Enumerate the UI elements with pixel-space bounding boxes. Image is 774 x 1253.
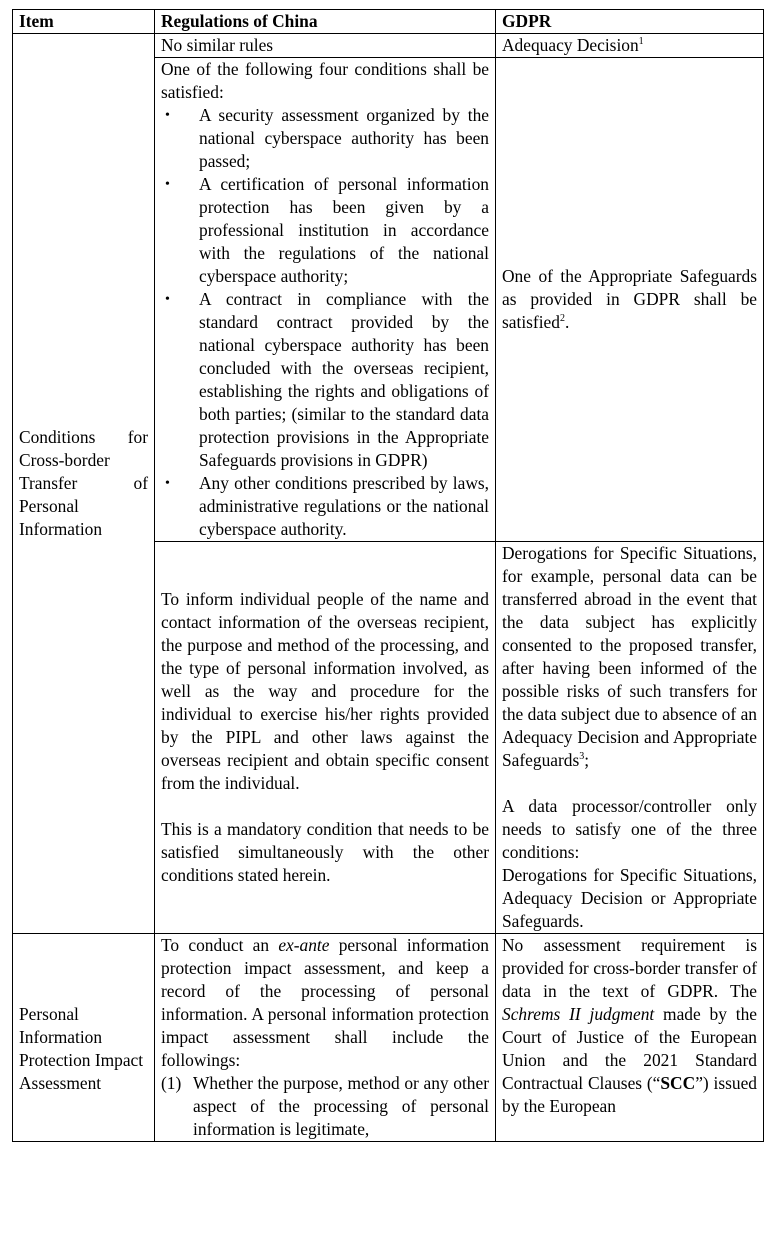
- header-item: Item: [13, 10, 155, 34]
- china-consent-text: To inform individual people of the name and contact information of the overseas recipient, the purpose and method of the processing, and the type of personal information involved, as well as the way and procedure for the individual to exercise his/her rights provided by the PIPL and other laws against the overseas recipient and obtain specific consent from the individual.: [161, 589, 489, 793]
- list-item: • A security assessment organized by the national cyberspace authority has been passed;: [199, 104, 489, 173]
- header-china: Regulations of China: [155, 10, 496, 34]
- gdpr-adequacy: Adequacy Decision$^1$: [496, 34, 764, 58]
- gdpr-pipia: No assessment requirement is provided for cross-border transfer of data in the text of GDPR. The Schrems II judgment made by the Court of Justice of the European Union and the 2021 Standard Contractual Clauses (“SCC”) issued by the European: [496, 934, 764, 1142]
- gdpr-derogations-text: Derogations for Specific Situations, for example, personal data can be transferred abroad in the event that the data subject has explicitly consented to the proposed transfer, after having been informed of the possible risks of such transfers for the data subject due to absence of an Adequacy Decision and Appropriate Safeguards$^3$;: [502, 543, 757, 770]
- list-item: • A certification of personal information protection has been given by a professional institution in accordance with the regulations of the national cyberspace authority;: [199, 173, 489, 288]
- china-safeguards-intro: One of the following four conditions shall be satisfied:: [161, 59, 489, 102]
- footnote-ref-1: 1: [638, 36, 644, 47]
- row-pipia: [13, 934, 764, 1142]
- item-pipia: Personal Information Protection Impact Assessment: [13, 934, 155, 1142]
- item-conditions: Conditions for Cross-border Transfer of Personal Information: [13, 34, 155, 934]
- row-adequacy: [13, 34, 764, 58]
- comparison-table: [12, 9, 764, 1142]
- china-consent: [155, 542, 496, 934]
- gdpr-derogations: [496, 542, 764, 934]
- china-mandatory-note: This is a mandatory condition that needs to be satisfied simultaneously with the other conditions stated herein.: [161, 819, 489, 885]
- header-row: [13, 10, 764, 34]
- header-gdpr: GDPR: [496, 10, 764, 34]
- china-pipia-text: To conduct an ex-ante personal information protection impact assessment, and keep a record of the processing of personal information. A personal information protection impact assessment shall include the followings:: [161, 935, 489, 1070]
- gdpr-three-conditions: A data processor/controller only needs to satisfy one of the three conditions:: [502, 796, 757, 862]
- list-item: • Any other conditions prescribed by laws, administrative regulations or the national cyberspace authority.: [199, 472, 489, 541]
- footnote-ref-3: 3: [579, 751, 585, 762]
- footnote-ref-2: 2: [559, 313, 565, 324]
- gdpr-safeguards: One of the Appropriate Safeguards as provided in GDPR shall be satisfied$^2$.: [496, 58, 764, 542]
- china-safeguards: [155, 58, 496, 542]
- china-pipia: [155, 934, 496, 1142]
- china-adequacy: No similar rules: [155, 34, 496, 58]
- china-safeguards-list: [161, 104, 489, 541]
- list-item: (1) Whether the purpose, method or any other aspect of the processing of personal information is legitimate,: [161, 1073, 489, 1139]
- gdpr-conditions-list: Derogations for Specific Situations, Adequacy Decision or Appropriate Safeguards.: [502, 865, 757, 931]
- list-item: • A contract in compliance with the standard contract provided by the national cyberspace authority has been concluded with the overseas recipient, establishing the rights and obligations of both parties; (similar to the standard data protection provisions in the Appropriate Safeguards provisions in GDPR): [199, 288, 489, 472]
